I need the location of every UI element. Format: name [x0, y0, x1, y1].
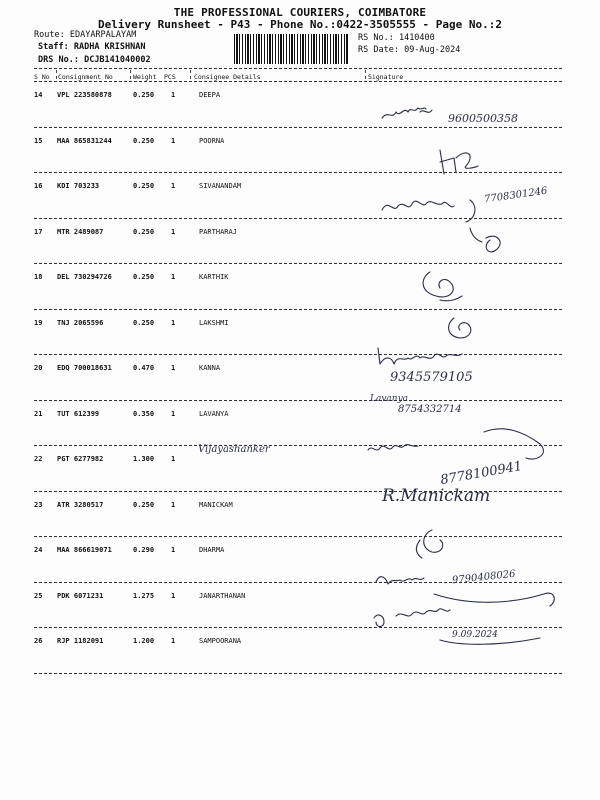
cell-pcs: 1	[171, 136, 176, 145]
cell-sno: 16	[34, 182, 43, 190]
cell-name: DEEPA	[199, 91, 221, 99]
cell-sno: 22	[34, 455, 43, 463]
cell-consignment: RJP 1182091	[57, 637, 104, 645]
cell-pcs: 1	[171, 455, 176, 463]
cell-consignment: ATR 3280517	[57, 500, 104, 509]
handwritten-phone: 9790408026	[451, 568, 517, 587]
cell-weight: 0.250	[133, 273, 155, 281]
rs-no-value: 1410400	[398, 33, 435, 43]
cell-name: MANICKAM	[199, 500, 233, 509]
cell-name: LAKSHMI	[199, 318, 229, 327]
rs-date-value: 09-Aug-2024	[404, 45, 461, 55]
cell-weight: 1.300	[133, 455, 155, 463]
staff-line: Staff: RADHA KRISHNAN	[38, 42, 146, 52]
cell-name: DHARMA	[199, 546, 225, 554]
cell-consignment: MAA 866619071	[57, 546, 112, 554]
handwritten-phone: 9600500358	[448, 112, 518, 125]
cell-sno: 23	[34, 500, 43, 509]
staff-value: RADHA KRISHNAN	[73, 42, 146, 52]
col-divider	[56, 70, 57, 79]
table-row	[34, 401, 562, 446]
row-separator	[34, 673, 562, 674]
col-details: Consignee Details	[194, 73, 261, 81]
cell-name: SAMPOORANA	[199, 637, 242, 645]
rs-no-line: RS No.: 1410400	[358, 33, 435, 43]
cell-weight: 0.250	[133, 182, 155, 190]
cell-sno: 19	[34, 318, 43, 327]
runsheet-subtitle: Delivery Runsheet - P43 - Phone No.:0422-3505555 - Page No.:2	[98, 18, 502, 31]
cell-pcs: 1	[171, 500, 176, 509]
cell-consignment: TNJ 2065596	[57, 318, 104, 327]
company-title: THE PROFESSIONAL COURIERS, COIMBATORE	[173, 6, 427, 19]
cell-sno: 24	[34, 546, 43, 554]
cell-consignment: PDK 6071231	[57, 591, 104, 600]
cell-consignment: MAA 865831244	[57, 136, 112, 145]
cell-sno: 25	[34, 591, 43, 600]
cell-weight: 0.290	[133, 546, 155, 554]
cell-sno: 18	[34, 273, 43, 281]
cell-weight: 1.200	[133, 637, 155, 645]
route-line: Route: EDAYARPALAYAM	[34, 30, 137, 40]
cell-pcs: 1	[171, 409, 176, 418]
col-divider	[365, 70, 366, 79]
cell-weight: 0.250	[133, 500, 155, 509]
cell-weight: 0.250	[133, 136, 155, 145]
cell-pcs: 1	[171, 637, 176, 645]
cell-consignment: EDQ 700018631	[57, 364, 112, 372]
cell-pcs: 1	[171, 591, 176, 600]
cell-name: JANARTHANAN	[199, 591, 246, 600]
col-signature: Signature	[368, 73, 404, 81]
header-rule-top	[34, 68, 562, 69]
handwritten-phone: 9345579105	[390, 370, 473, 385]
cell-pcs: 1	[171, 364, 176, 372]
cell-sno: 20	[34, 364, 43, 372]
handwritten-date: 9.09.2024	[452, 630, 498, 640]
table-row	[34, 219, 562, 264]
cell-sno: 21	[34, 409, 43, 418]
col-weight: Weight	[133, 73, 157, 81]
route-value: EDAYARPALAYAM	[69, 30, 137, 40]
cell-pcs: 1	[171, 227, 176, 236]
table-row	[34, 128, 562, 173]
handwritten-phone: 7708301246	[483, 185, 549, 206]
cell-consignment: VPL 223580878	[57, 91, 112, 99]
cell-name: KARTHIK	[199, 273, 229, 281]
cell-name: POORNA	[199, 136, 225, 145]
cell-weight: 0.350	[133, 409, 155, 418]
drs-line: DRS No.: DCJB141040002	[38, 55, 151, 65]
cell-sno: 14	[34, 91, 43, 99]
cell-name: LAVANYA	[199, 409, 229, 418]
col-consignment: Consignment No	[58, 73, 113, 81]
col-sno: S No	[34, 73, 50, 81]
rs-date-line: RS Date: 09-Aug-2024	[358, 45, 461, 55]
handwritten-name: Lavanya	[370, 394, 409, 404]
cell-sno: 26	[34, 637, 43, 645]
cell-pcs: 1	[171, 273, 176, 281]
handwritten-phone: 8778100941	[439, 458, 524, 489]
table-row	[34, 583, 562, 628]
cell-weight: 0.250	[133, 91, 155, 99]
handwritten-phone: 8754332714	[398, 404, 462, 415]
table-row	[34, 355, 562, 400]
cell-pcs: 1	[171, 182, 176, 190]
col-pcs: PCS	[164, 73, 176, 81]
cell-consignment: MTR 2489087	[57, 227, 104, 236]
cell-name: PARTHARAJ	[199, 227, 237, 236]
cell-sno: 15	[34, 136, 43, 145]
cell-consignment: TUT 612399	[57, 409, 100, 418]
cell-weight: 1.275	[133, 591, 155, 600]
cell-name: SIVANANDAM	[199, 182, 242, 190]
cell-pcs: 1	[171, 91, 176, 99]
handwritten-name: R.Manickam	[382, 486, 491, 506]
table-row	[34, 310, 562, 355]
drs-value: DCJB141040002	[84, 55, 151, 65]
cell-consignment: DEL 730294726	[57, 273, 112, 281]
cell-weight: 0.250	[133, 318, 155, 327]
cell-consignment: PGT 6277982	[57, 455, 104, 463]
handwritten-name: Vijayashanker	[198, 444, 270, 455]
cell-sno: 17	[34, 227, 43, 236]
table-row	[34, 264, 562, 309]
cell-weight: 0.250	[133, 227, 155, 236]
barcode	[234, 34, 348, 64]
cell-consignment: KDI 703233	[57, 182, 100, 190]
col-divider	[190, 70, 191, 79]
cell-weight: 0.470	[133, 364, 155, 372]
cell-pcs: 1	[171, 318, 176, 327]
cell-pcs: 1	[171, 546, 176, 554]
cell-name: KANNA	[199, 364, 221, 372]
col-divider	[130, 70, 131, 79]
